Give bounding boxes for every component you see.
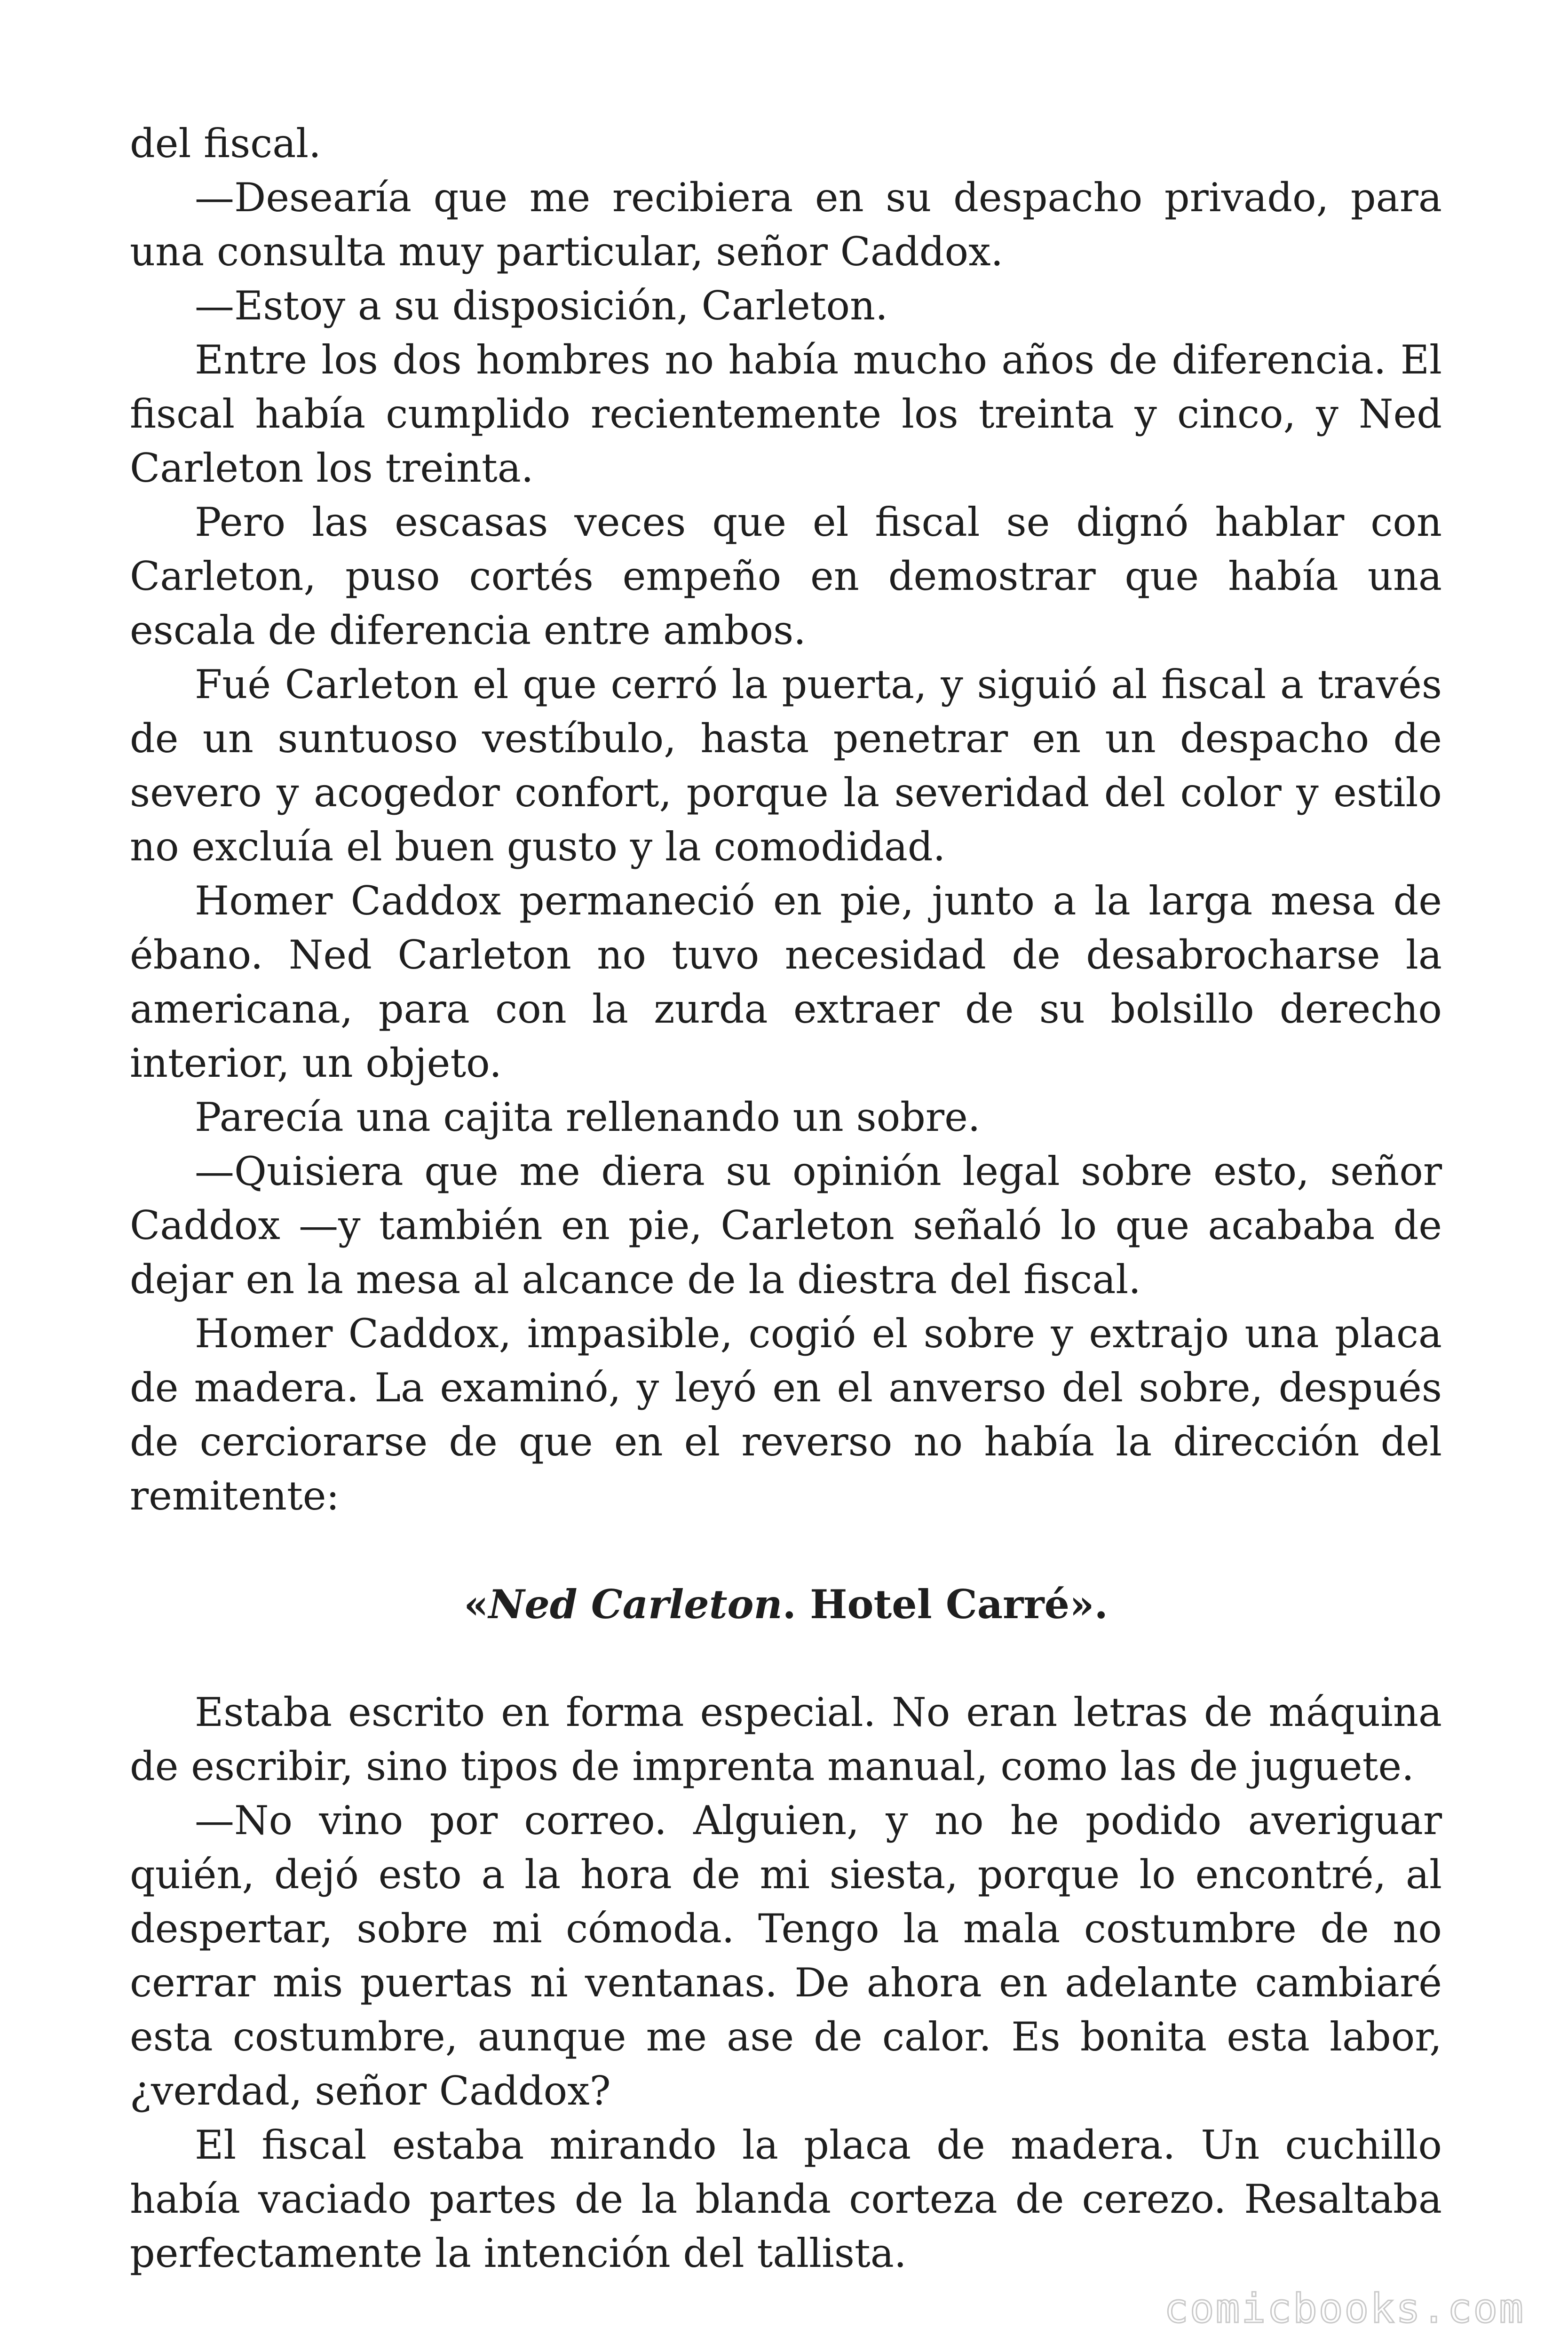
paragraph-5: Pero las escasas veces que el fiscal se dignó hablar con Carleton, puso cortés empeño en demostrar que había una escala de diferencia entre ambos. — [130, 499, 1442, 653]
paragraph-3: —Estoy a su disposición, Carleton. — [195, 283, 888, 329]
paragraph-2: —Desearía que me recibiera en su despacho privado, para una consulta muy particular, señor Caddox. — [130, 175, 1442, 275]
inscription-open-quote: « — [464, 1581, 489, 1628]
paragraph-4: Entre los dos hombres no había mucho años de diferencia. El fiscal había cumplido recientemente los treinta y cinco, y Ned Carleton los treinta. — [130, 337, 1442, 491]
paragraph-10: Homer Caddox, impasible, cogió el sobre y extrajo una placa de madera. La examinó, y leyó en el anverso del sobre, después de cerciorarse de que en el reverso no había la dirección del remitente: — [130, 1311, 1442, 1519]
spacer-after-inscription — [130, 1631, 1442, 1685]
paragraph-9: —Quisiera que me diera su opinión legal sobre esto, señor Caddox —y también en pie, Carleton señaló lo que acababa de dejar en la mesa al alcance de la diestra del fiscal. — [130, 1148, 1442, 1303]
paragraph-11: Estaba escrito en forma especial. No eran letras de máquina de escribir, sino tipos de imprenta manual, como las de juguete. — [130, 1689, 1442, 1789]
paragraph-12: —No vino por correo. Alguien, y no he podido averiguar quién, dejó esto a la hora de mi siesta, porque lo encontré, al despertar, sobre mi cómoda. Tengo la mala costumbre de no cerrar mis puertas ni ventanas. De ahora en adelante cambiaré esta costumbre, aunque me ase de calor. Es bonita esta labor, ¿verdad, señor Caddox? — [130, 1797, 1442, 2114]
paragraph-13: El fiscal estaba mirando la placa de madera. Un cuchillo había vaciado partes de la blanda corteza de cerezo. Resaltaba perfectamente la intención del tallista. — [130, 2122, 1442, 2276]
spacer-before-inscription — [130, 1523, 1442, 1577]
paragraph-7: Homer Caddox permaneció en pie, junto a la larga mesa de ébano. Ned Carleton no tuvo necesidad de desabrocharse la americana, para con la zurda extraer de su bolsillo derecho interior, un objeto. — [130, 878, 1442, 1086]
page-body — [130, 117, 1442, 2280]
envelope-inscription — [130, 1577, 1442, 1631]
paragraph-8: Parecía una cajita rellenando un sobre. — [195, 1094, 981, 1140]
paragraph-1: del fiscal. — [130, 120, 321, 167]
paragraph-6: Fué Carleton el que cerró la puerta, y siguió al fiscal a través de un suntuoso vestíbulo, hasta penetrar en un despacho de severo y acogedor confort, porque la severidad del color y estilo no excluía el buen gusto y la comodidad. — [130, 661, 1442, 870]
inscription-name: Ned Carleton — [488, 1581, 783, 1628]
watermark: comicbooks.com — [1164, 2285, 1525, 2332]
inscription-rest: . Hotel Carré». — [782, 1581, 1108, 1628]
